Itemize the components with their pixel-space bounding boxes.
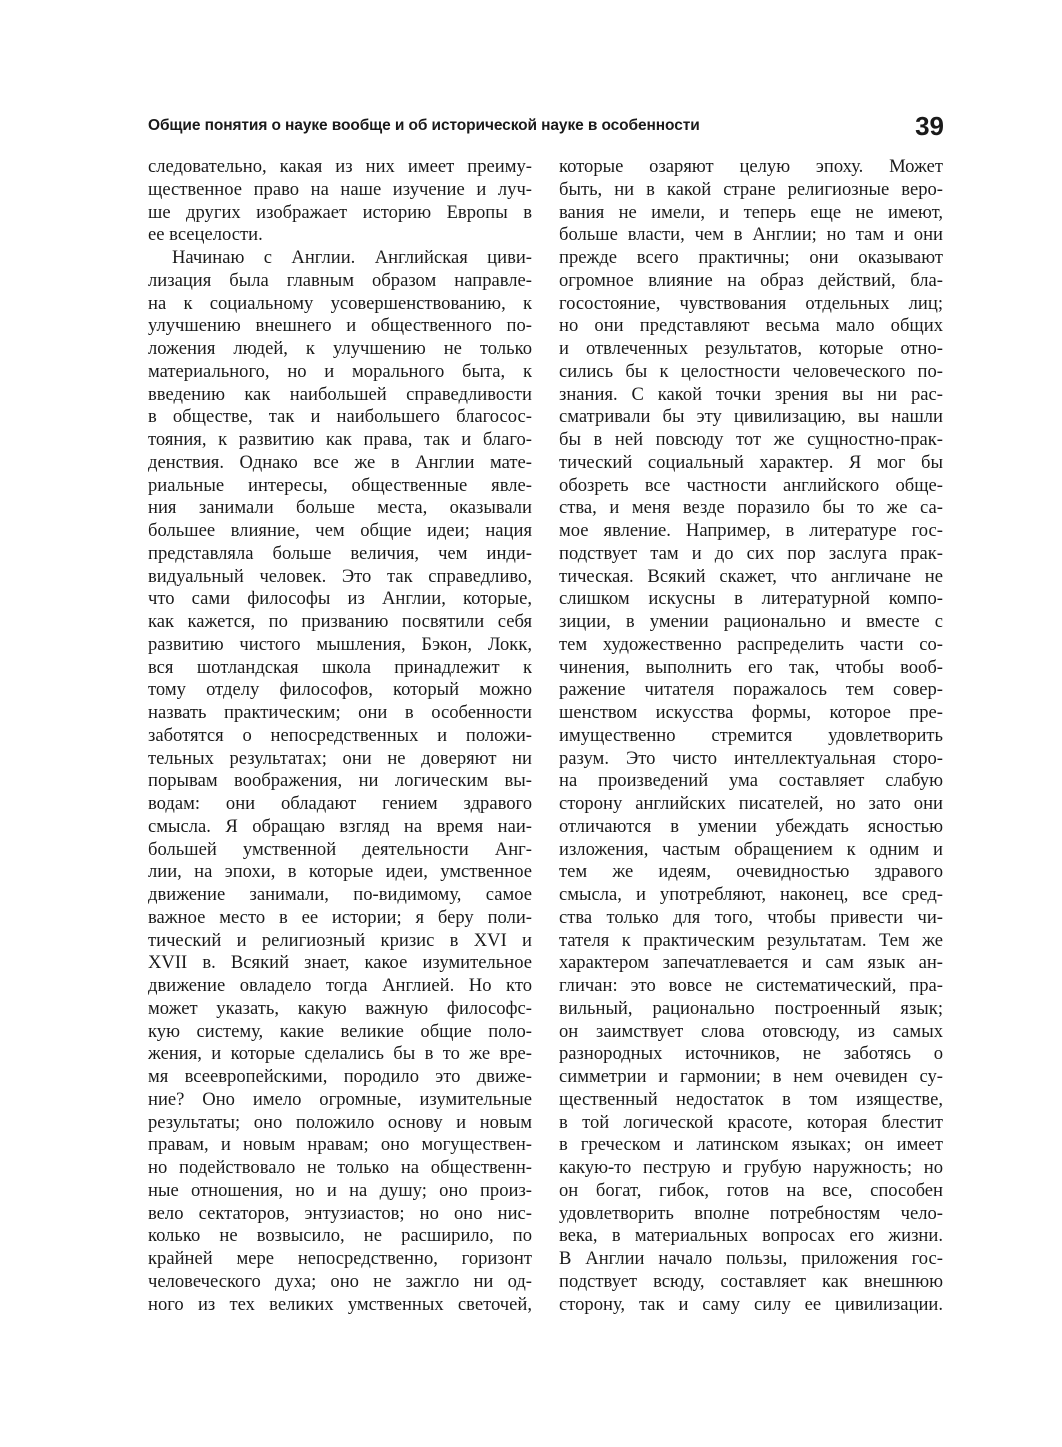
text-line: большей умственной деятельности Анг- <box>148 838 532 860</box>
text-line: В Англии начало пользы, приложения гос- <box>559 1248 943 1269</box>
text-line: Начинаю с Англии. Английская циви- <box>172 247 532 268</box>
text-line: на произведений ума составляет слабую <box>559 770 943 792</box>
text-line: назвать практическим; они в особенности <box>148 702 532 723</box>
text-line: XVII в. Всякий знает, какое изумительное <box>148 952 532 974</box>
text-line: жения, и которые сделались бы в то же вре- <box>148 1043 532 1065</box>
text-line: подствует всюду, составляет как внешнюю <box>559 1270 943 1292</box>
text-line: тельных результатах; они не доверяют ни <box>148 747 532 769</box>
text-line: видуальный человек. Это так справедливо, <box>148 565 532 587</box>
text-line: человеческого духа; оно не зажгло ни од- <box>148 1270 532 1292</box>
text-line: тический и религиозный кризис в XVI и <box>148 929 532 951</box>
text-line: ния занимали больше места, оказывали <box>148 497 532 519</box>
text-line: тому отделу философов, который можно <box>148 679 532 701</box>
text-line: сторону английских писателей, но зато они <box>559 793 943 814</box>
text-line: ные отношения, но и на душу; оно произ- <box>148 1179 532 1201</box>
text-line: вело сектаторов, энтузиастов; но оно нис- <box>148 1202 532 1224</box>
text-line: сматривали бы эту цивилизацию, вы нашли <box>559 406 943 428</box>
text-line: больше власти, чем в Англии; но там и они <box>559 224 943 246</box>
text-line: сторону, так и саму силу ее цивилизации. <box>559 1293 943 1315</box>
text-line: следовательно, какая из них имеет преиму- <box>148 156 532 177</box>
text-line: движение овладело тогда Англией. Но кто <box>148 975 532 996</box>
text-line: введению как наибольшей справедливости <box>148 383 532 405</box>
right-column <box>559 156 943 1316</box>
text-line: века, в материальных вопросах его жизни. <box>559 1225 943 1247</box>
text-line: заботятся о непосредственных и положи- <box>148 724 532 746</box>
text-line: порывам воображения, ни логическим вы- <box>148 770 532 792</box>
text-line: тояния, к развитию как права, так и благо- <box>148 429 532 450</box>
text-line: водам: они обладают гением здравого <box>148 793 532 814</box>
text-line: госостояние, чувствования отдельных лиц; <box>559 292 943 314</box>
text-line: быть, ни в какой стране религиозные веро- <box>559 178 943 200</box>
text-line: ние? Оно имело огромные, изумительные <box>148 1088 532 1110</box>
text-line: лизация была главным образом направле- <box>148 269 532 291</box>
text-line: результаты; оно положило основу и новым <box>148 1111 532 1133</box>
text-line: тателя к практическим результатам. Тем же <box>559 929 943 951</box>
text-line: важное место в ее истории; я беру поли- <box>148 906 532 928</box>
text-line: смысла, и употребляют, наконец, все сред- <box>559 884 943 905</box>
text-line: имущественно стремится удовлетворить <box>559 724 943 746</box>
text-line: вания не имели, и теперь еще не имеют, <box>559 201 943 223</box>
text-line: ее всецелости. <box>148 224 263 246</box>
text-line: улучшению внешнего и общественного по- <box>148 315 532 337</box>
text-line: риальные интересы, общественные явле- <box>148 474 532 496</box>
text-line: прежде всего практичны; они оказывают <box>559 247 943 268</box>
text-line: тем художественно распределить части со- <box>559 633 943 655</box>
text-line: кую систему, какие великие общие поло- <box>148 1020 532 1042</box>
text-line: огромное влияние на образ действий, бла- <box>559 269 943 291</box>
text-line: слишком искусны в литературной компо- <box>559 588 943 610</box>
text-line: правам, и новым нравам; оно могуществен- <box>148 1134 532 1156</box>
text-line: лии, на эпохи, в которые идеи, умственное <box>148 861 532 883</box>
text-line: смысла. Я обращаю взгляд на время наи- <box>148 815 532 837</box>
text-line: гличан: это вовсе не систематический, пра- <box>559 975 943 996</box>
text-line: зиции, в умении рационально и вместе с <box>559 611 943 632</box>
text-line: щественное право на наше изучение и луч- <box>148 178 532 200</box>
text-line: материального, но и морального быта, к <box>148 360 532 382</box>
text-line: подствует там и до сих пор заслуга прак- <box>559 542 943 564</box>
text-line: ства, и меня везде поразило бы то же са- <box>559 497 943 519</box>
text-line: которые озаряют целую эпоху. Может <box>559 156 943 177</box>
text-line: представляла больше величия, чем инди- <box>148 542 532 564</box>
text-line: знания. С какой точки зрения вы ни рас- <box>559 383 943 405</box>
text-line: ства только для того, чтобы привести чи- <box>559 906 943 928</box>
text-line: ного из тех великих умственных светочей, <box>148 1293 532 1315</box>
text-line: ложения людей, к улучшению не только <box>148 338 532 359</box>
text-line: тем же идеям, очевидностью здравого <box>559 861 943 883</box>
text-line: ражение читателя поражалось тем совер- <box>559 679 943 701</box>
text-line: денствия. Однако все же в Англии мате- <box>148 451 532 473</box>
text-line: он заимствует слова отовсюду, из самых <box>559 1020 943 1042</box>
text-line: но подействовало не только на общественн- <box>148 1157 532 1178</box>
text-line: движение занимали, по-видимому, самое <box>148 884 532 905</box>
running-title: Общие понятия о науке вообще и об исторической науке в особенности <box>148 117 700 134</box>
text-line: колько не возвысило, не расширило, по <box>148 1225 532 1247</box>
text-line: разнородных источников, не заботясь о <box>559 1043 943 1065</box>
text-line: большее влияние, чем общие идеи; нация <box>148 520 532 541</box>
text-line: в греческом и латинском языках; он имеет <box>559 1134 943 1156</box>
text-line: обозреть все частности английского обще- <box>559 474 943 496</box>
text-line: мое явление. Например, в литературе гос- <box>559 520 943 541</box>
text-line: характером запечатлевается и сам язык ан- <box>559 952 943 974</box>
text-line: вся шотландская школа принадлежит к <box>148 656 532 678</box>
text-line: шенством искусства формы, которое пре- <box>559 702 943 723</box>
text-line: он богат, гибок, готов на все, способен <box>559 1179 943 1201</box>
text-line: и отвлеченных результатов, которые отно- <box>559 338 943 359</box>
text-line: щественный недостаток в том изяществе, <box>559 1088 943 1110</box>
text-line: в обществе, так и наибольшего благосос- <box>148 406 532 428</box>
text-line: отличаются в умении убеждать ясностью <box>559 815 943 837</box>
text-line: что сами философы из Англии, которые, <box>148 588 532 610</box>
text-line: но они представляют весьма мало общих <box>559 315 943 337</box>
text-line: вильный, рационально построенный язык; <box>559 997 943 1019</box>
text-line: как кажется, по призванию посвятили себя <box>148 611 532 632</box>
text-line: тическая. Всякий скажет, что англичане не <box>559 565 943 587</box>
text-line: какую-то пеструю и грубую наружность; но <box>559 1157 943 1178</box>
page-number: 39 <box>915 111 944 141</box>
text-line: крайней мере непосредственно, горизонт <box>148 1248 532 1269</box>
text-line: изложения, частым обращением к одним и <box>559 838 943 860</box>
running-header <box>148 108 944 144</box>
text-line: может указать, какую важную философс- <box>148 997 532 1019</box>
text-line: симметрии и гармонии; в нем очевиден су- <box>559 1066 943 1087</box>
text-line: разум. Это чисто интеллектуальная сторо- <box>559 747 943 769</box>
text-line: мя всеевропейскими, породило это движе- <box>148 1066 532 1087</box>
text-line: развитию чистого мышления, Бэкон, Локк, <box>148 633 532 655</box>
text-line: бы в ней повсюду тот же сущностно-прак- <box>559 429 943 450</box>
text-line: ше других изображает историю Европы в <box>148 201 532 223</box>
text-line: чинения, выполнить его так, чтобы вооб- <box>559 656 943 678</box>
left-column <box>148 156 532 1316</box>
text-line: в той логической красоте, которая блестит <box>559 1111 943 1133</box>
text-line: тический социальный характер. Я мог бы <box>559 451 943 473</box>
text-line: на к социальному усовершенствованию, к <box>148 292 532 314</box>
text-line: сились бы к целостности человеческого по- <box>559 360 943 382</box>
text-line: удовлетворить вполне потребностям чело- <box>559 1202 943 1224</box>
